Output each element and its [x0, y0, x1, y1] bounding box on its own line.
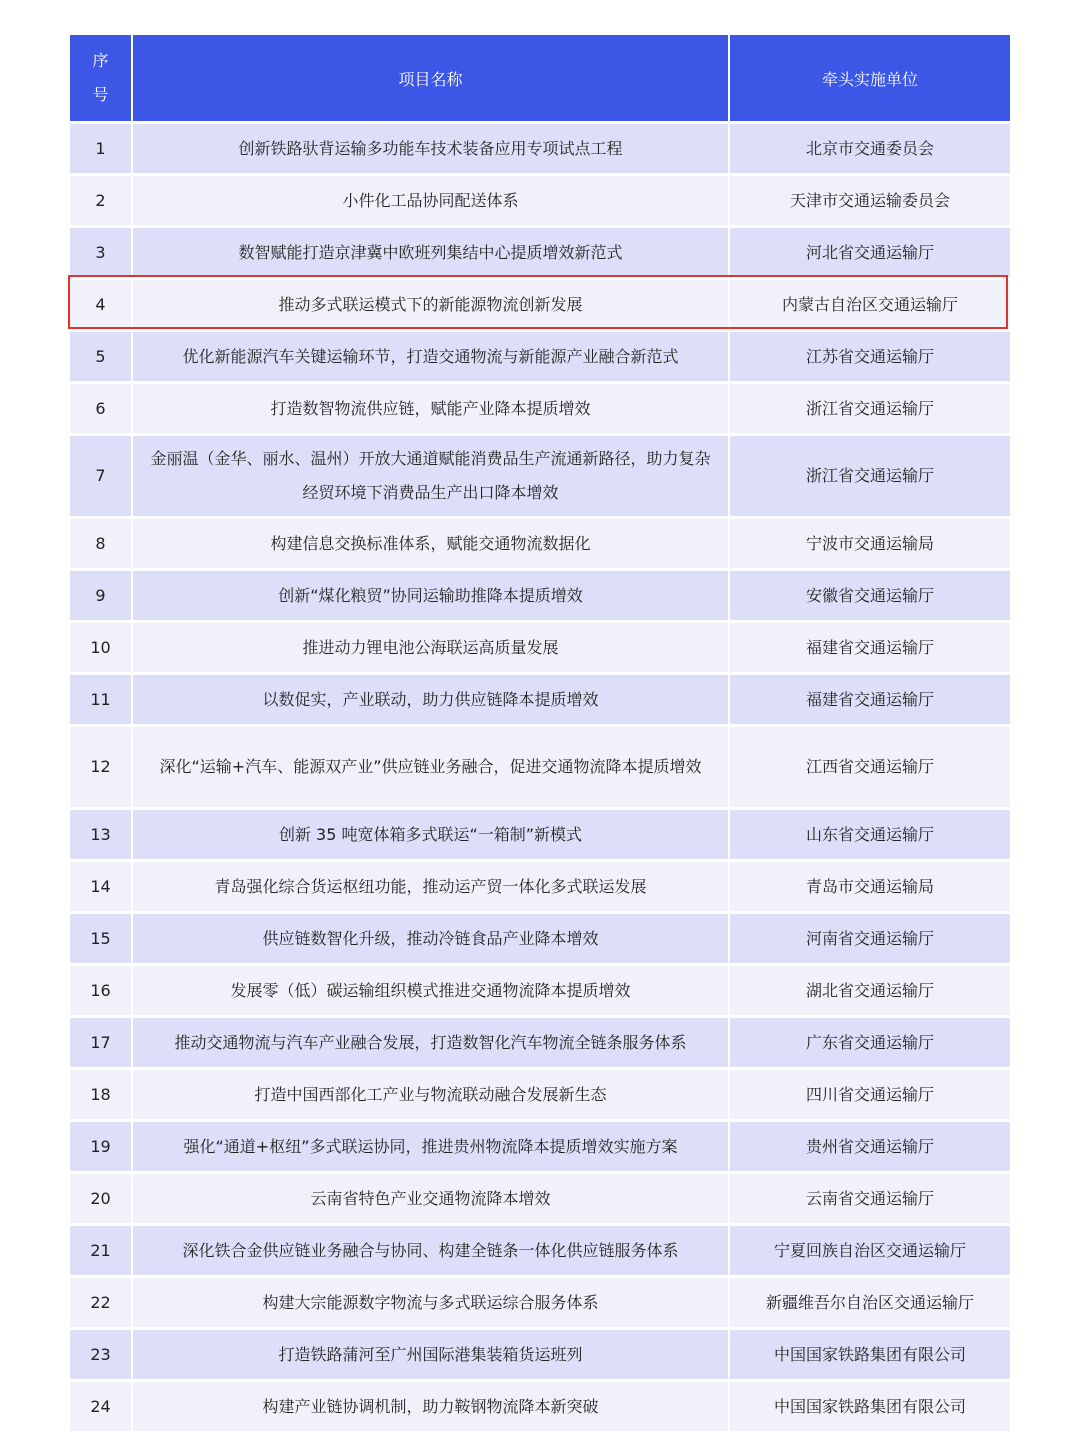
table-row: [70, 1225, 1010, 1277]
table-row: [70, 674, 1010, 726]
cell-unit: 天津市交通运输委员会: [729, 175, 1010, 227]
header-row: [70, 35, 1010, 123]
table-row: [70, 227, 1010, 279]
cell-no: 13: [70, 809, 132, 861]
project-table-container: [70, 35, 1010, 1431]
cell-unit: 新疆维吾尔自治区交通运输厅: [729, 1277, 1010, 1329]
cell-no: 18: [70, 1069, 132, 1121]
header-seq-line1: 序: [92, 51, 109, 70]
cell-project: 深化“运输+汽车、能源双产业”供应链业务融合，促进交通物流降本提质增效: [132, 726, 729, 809]
table-row: [70, 1277, 1010, 1329]
cell-unit: 浙江省交通运输厅: [729, 435, 1010, 518]
cell-project: 深化铁合金供应链业务融合与协同、构建全链条一体化供应链服务体系: [132, 1225, 729, 1277]
cell-unit: 河北省交通运输厅: [729, 227, 1010, 279]
cell-project: 云南省特色产业交通物流降本增效: [132, 1173, 729, 1225]
table-row: [70, 1017, 1010, 1069]
cell-no: 24: [70, 1381, 132, 1431]
cell-unit: 福建省交通运输厅: [729, 622, 1010, 674]
table-row: [70, 1121, 1010, 1173]
table-row: [70, 1329, 1010, 1381]
cell-project: 创新 35 吨宽体箱多式联运“一箱制”新模式: [132, 809, 729, 861]
cell-no: 22: [70, 1277, 132, 1329]
cell-unit: 贵州省交通运输厅: [729, 1121, 1010, 1173]
cell-project: 数智赋能打造京津冀中欧班列集结中心提质增效新范式: [132, 227, 729, 279]
table-row: [70, 726, 1010, 809]
table-row: [70, 518, 1010, 570]
cell-unit: 河南省交通运输厅: [729, 913, 1010, 965]
cell-project: 构建大宗能源数字物流与多式联运综合服务体系: [132, 1277, 729, 1329]
cell-no: 3: [70, 227, 132, 279]
table-row: [70, 279, 1010, 331]
cell-unit: 宁波市交通运输局: [729, 518, 1010, 570]
cell-project: 发展零（低）碳运输组织模式推进交通物流降本提质增效: [132, 965, 729, 1017]
cell-unit: 湖北省交通运输厅: [729, 965, 1010, 1017]
cell-unit: 内蒙古自治区交通运输厅: [729, 279, 1010, 331]
cell-project: 以数促实，产业联动，助力供应链降本提质增效: [132, 674, 729, 726]
table-row: [70, 331, 1010, 383]
cell-no: 2: [70, 175, 132, 227]
project-table: [70, 35, 1010, 1431]
cell-no: 6: [70, 383, 132, 435]
table-row: [70, 622, 1010, 674]
cell-project: 青岛强化综合货运枢纽功能，推动运产贸一体化多式联运发展: [132, 861, 729, 913]
cell-unit: 中国国家铁路集团有限公司: [729, 1329, 1010, 1381]
table-row: [70, 175, 1010, 227]
table-row: [70, 123, 1010, 175]
cell-no: 11: [70, 674, 132, 726]
cell-unit: 江苏省交通运输厅: [729, 331, 1010, 383]
cell-project: 创新“煤化粮贸”协同运输助推降本提质增效: [132, 570, 729, 622]
cell-unit: 江西省交通运输厅: [729, 726, 1010, 809]
cell-project: 构建产业链协调机制，助力鞍钢物流降本新突破: [132, 1381, 729, 1431]
cell-project: 优化新能源汽车关键运输环节，打造交通物流与新能源产业融合新范式: [132, 331, 729, 383]
cell-project: 小件化工品协同配送体系: [132, 175, 729, 227]
cell-no: 21: [70, 1225, 132, 1277]
cell-project: 推动多式联运模式下的新能源物流创新发展: [132, 279, 729, 331]
cell-unit: 安徽省交通运输厅: [729, 570, 1010, 622]
cell-no: 10: [70, 622, 132, 674]
cell-project: 打造数智物流供应链，赋能产业降本提质增效: [132, 383, 729, 435]
cell-unit: 福建省交通运输厅: [729, 674, 1010, 726]
cell-unit: 山东省交通运输厅: [729, 809, 1010, 861]
cell-no: 19: [70, 1121, 132, 1173]
cell-project: 推进动力锂电池公海联运高质量发展: [132, 622, 729, 674]
cell-project: 打造铁路蒲河至广州国际港集装箱货运班列: [132, 1329, 729, 1381]
cell-unit: 浙江省交通运输厅: [729, 383, 1010, 435]
cell-no: 16: [70, 965, 132, 1017]
cell-no: 12: [70, 726, 132, 809]
cell-unit: 广东省交通运输厅: [729, 1017, 1010, 1069]
cell-no: 20: [70, 1173, 132, 1225]
cell-unit: 北京市交通委员会: [729, 123, 1010, 175]
cell-no: 14: [70, 861, 132, 913]
table-row: [70, 913, 1010, 965]
cell-project: 强化“通道+枢纽”多式联运协同，推进贵州物流降本提质增效实施方案: [132, 1121, 729, 1173]
cell-no: 17: [70, 1017, 132, 1069]
cell-no: 9: [70, 570, 132, 622]
header-seq: [70, 35, 132, 123]
table-body: [70, 123, 1010, 1431]
cell-project: 创新铁路驮背运输多功能车技术装备应用专项试点工程: [132, 123, 729, 175]
header-unit: 牵头实施单位: [729, 35, 1010, 123]
cell-no: 7: [70, 435, 132, 518]
cell-no: 23: [70, 1329, 132, 1381]
cell-project: 构建信息交换标准体系，赋能交通物流数据化: [132, 518, 729, 570]
cell-no: 5: [70, 331, 132, 383]
cell-no: 15: [70, 913, 132, 965]
cell-no: 4: [70, 279, 132, 331]
cell-project: 金丽温（金华、丽水、温州）开放大通道赋能消费品生产流通新路径，助力复杂经贸环境下消费品生产出口降本增效: [132, 435, 729, 518]
cell-no: 1: [70, 123, 132, 175]
table-row: [70, 809, 1010, 861]
table-row: [70, 435, 1010, 518]
table-row: [70, 965, 1010, 1017]
cell-unit: 青岛市交通运输局: [729, 861, 1010, 913]
table-row: [70, 570, 1010, 622]
table-row: [70, 383, 1010, 435]
cell-unit: 云南省交通运输厅: [729, 1173, 1010, 1225]
cell-unit: 中国国家铁路集团有限公司: [729, 1381, 1010, 1431]
table-row: [70, 1173, 1010, 1225]
header-project: 项目名称: [132, 35, 729, 123]
cell-no: 8: [70, 518, 132, 570]
cell-project: 打造中国西部化工产业与物流联动融合发展新生态: [132, 1069, 729, 1121]
table-row: [70, 861, 1010, 913]
table-header: [70, 35, 1010, 123]
cell-project: 供应链数智化升级，推动冷链食品产业降本增效: [132, 913, 729, 965]
table-row: [70, 1069, 1010, 1121]
cell-project: 推动交通物流与汽车产业融合发展，打造数智化汽车物流全链条服务体系: [132, 1017, 729, 1069]
table-row: [70, 1381, 1010, 1431]
cell-unit: 四川省交通运输厅: [729, 1069, 1010, 1121]
header-seq-line2: 号: [92, 85, 109, 104]
cell-unit: 宁夏回族自治区交通运输厅: [729, 1225, 1010, 1277]
